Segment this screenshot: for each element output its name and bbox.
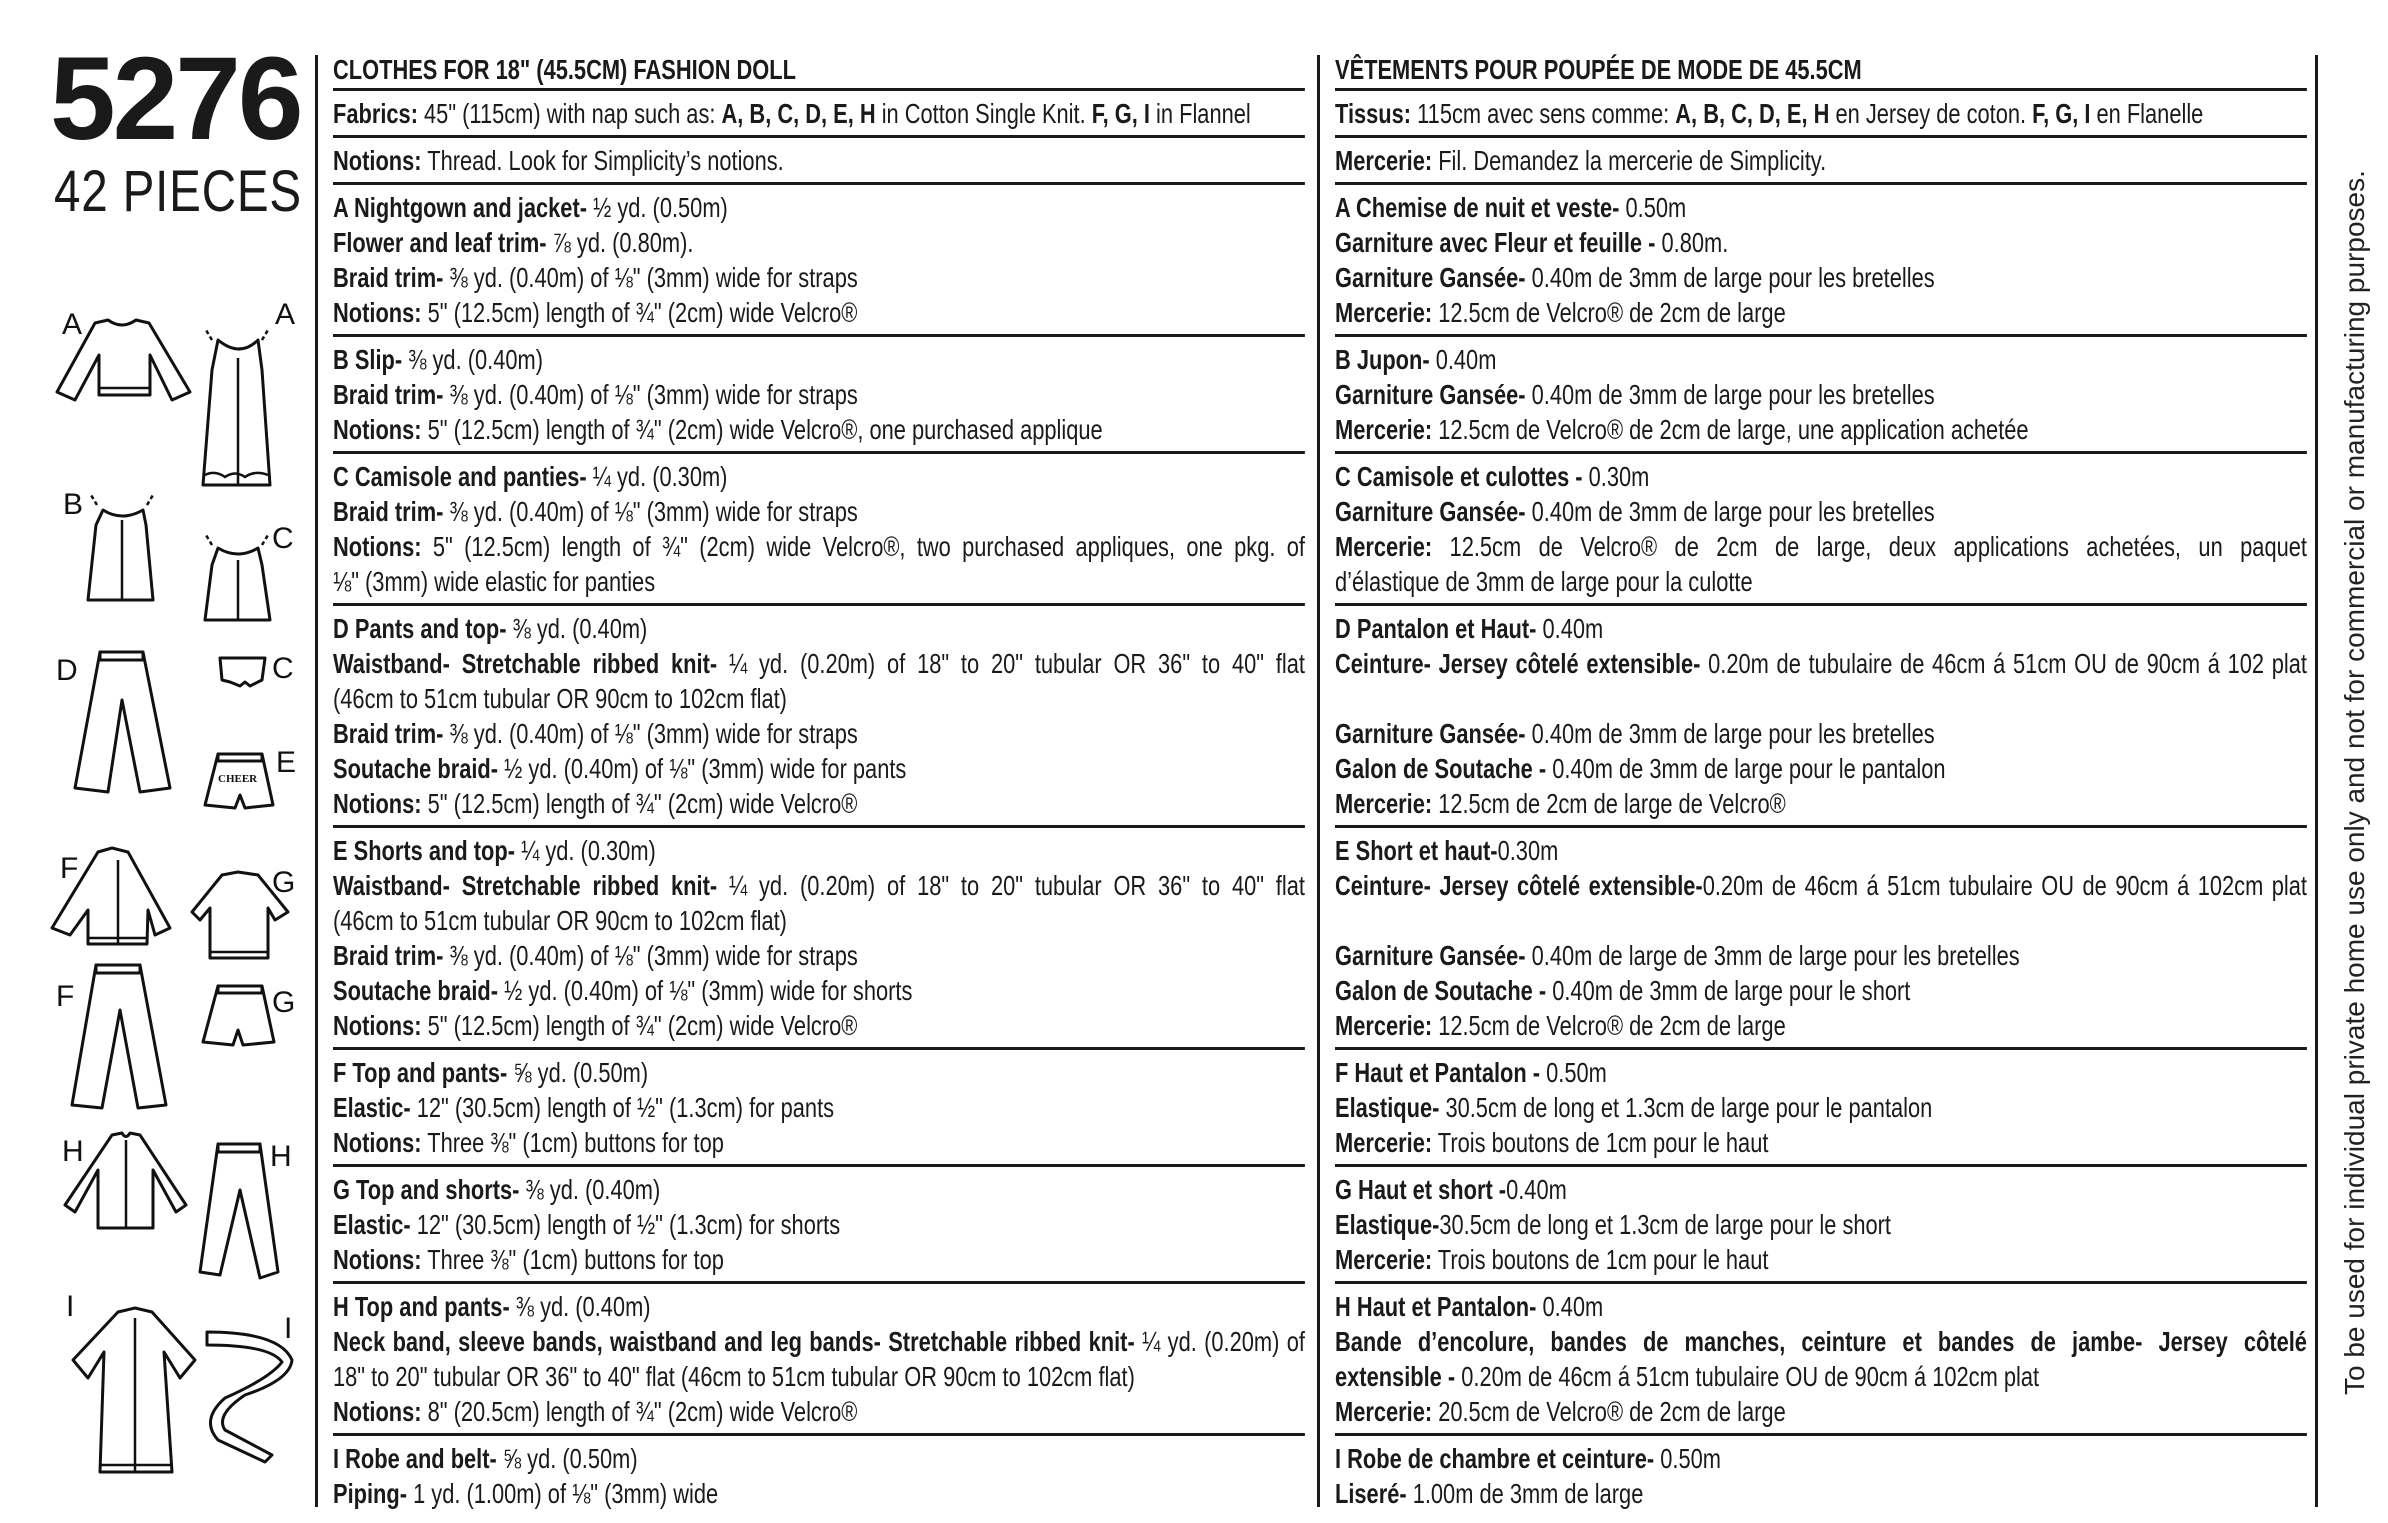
requirement-line [333,751,1305,786]
english-view-section [333,334,1305,451]
item-label: I Robe de chambre et ceinture- [1335,1443,1655,1474]
requirement-line [1335,1324,2307,1359]
item-text: ¼ yd. (0.30m) [586,461,728,492]
item-text: d’élastique de 3mm de large pour la culotte [1335,566,1753,597]
item-label: H Top and pants- [333,1291,510,1322]
item-label: D Pants and top- [333,613,507,644]
item-label: Mercerie: [1335,788,1433,819]
item-text: ¼ yd. (0.20m) of [1134,1326,1305,1357]
item-text: 0.40m [1536,613,1604,644]
item-text: Trois boutons de 1cm pour le haut [1432,1244,1769,1275]
pieces-count: 42 PIECES [54,159,302,224]
item-label: Notions: [333,1244,422,1275]
item-text: 12.5cm de Velcro® de 2cm de large, deux applications achetées, un paquet [1432,531,2307,562]
requirement-line [1335,295,2307,330]
requirement-line [1335,1394,2307,1429]
item-text: 0.50m [1619,192,1687,223]
requirement-line [1335,973,2307,1008]
item-label: Braid trim- [333,379,444,410]
requirement-line [333,529,1305,564]
item-text: 0.20m de 46cm á 51cm tubulaire OU de 90cm á 102cm plat [1455,1361,2040,1392]
item-text: Trois boutons de 1cm pour le haut [1432,1127,1769,1158]
item-text: 1.00m de 3mm de large [1406,1478,1644,1509]
requirement-line [333,494,1305,529]
item-text: ½ yd. (0.40m) of ⅛" (3mm) wide for shorts [498,975,913,1006]
item-label: B Jupon- [1335,344,1430,375]
view-label: C [272,652,294,685]
french-view-section [1335,825,2307,1047]
item-label: Braid trim- [333,718,444,749]
item-text: (46cm to 51cm tubular OR 90cm to 102cm flat) [333,683,787,714]
requirement-line [333,716,1305,751]
item-label: Notions: [333,1010,422,1041]
item-label: Soutache braid- [333,753,499,784]
item-text: Three ⅜" (1cm) buttons for top [421,1127,724,1158]
item-label: Garniture Gansée- [1335,379,1526,410]
nightgown-a-drawing [203,330,270,485]
view-label: C [272,522,294,555]
requirement-line [333,938,1305,973]
item-text: ¼ yd. (0.20m) of 18" to 20" tubular OR 36" to 40" flat [717,648,1305,679]
french-view-section [1335,1433,2307,1515]
requirement-line [333,564,1305,599]
item-label: Galon de Soutache - [1335,975,1547,1006]
item-text: ⅜ yd. (0.40m) [509,1291,651,1322]
item-label: extensible - [1335,1361,1456,1392]
requirement-line [1335,412,2307,447]
view-heading [1335,1172,2307,1207]
requirement-line [1335,494,2307,529]
view-heading [1335,833,2307,868]
item-text: 0.40m de 3mm de large pour le pantalon [1546,753,1946,784]
belt-i-drawing [207,1332,292,1462]
french-view-section [1335,1281,2307,1433]
requirement-line [333,225,1305,260]
item-text: 12.5cm de 2cm de large de Velcro® [1432,788,1786,819]
item-label: Garniture Gansée- [1335,718,1526,749]
item-text: 0.40m de 3mm de large pour les bretelles [1525,379,1935,410]
slip-b-drawing [88,495,153,600]
divider-left [315,55,318,1507]
top-f-drawing [52,848,170,944]
requirement-line [1335,564,2307,599]
view-heading [1335,190,2307,225]
item-label: A Nightgown and jacket- [333,192,587,223]
item-text: 0.20m de tubulaire de 46cm á 51cm OU de 90cm á 102 plat [1700,648,2307,679]
item-label: Elastique- [1335,1209,1440,1240]
item-label: Elastic- [333,1092,411,1123]
english-view-section [333,182,1305,334]
item-text: 0.80m. [1655,227,1729,258]
french-view-section [1335,1047,2307,1164]
pants-h-drawing [200,1144,278,1278]
item-label: Notions: [333,1396,422,1427]
item-label: G Haut et short - [1335,1174,1507,1205]
item-text: 30.5cm de long et 1.3cm de large pour le pantalon [1439,1092,1933,1123]
english-view-section [333,825,1305,1047]
view-heading [333,833,1305,868]
item-text: 5" (12.5cm) length of ¾" (2cm) wide Velcro® [421,1010,858,1041]
english-view-section [333,1047,1305,1164]
item-label: Elastique- [1335,1092,1440,1123]
requirement-line [1335,938,2307,973]
view-heading [1335,1289,2307,1324]
item-text: ⅜ yd. (0.40m) of ⅛" (3mm) wide for straps [443,496,858,527]
item-label: Galon de Soutache - [1335,753,1547,784]
item-text: 0.20m de 46cm á 51cm tubulaire OU de 90cm á 102cm plat [1702,870,2307,901]
camisole-c-drawing [205,535,270,620]
view-heading [333,342,1305,377]
item-text: 0.40m de 3mm de large pour les bretelles [1525,496,1935,527]
item-label: Mercerie: [1335,297,1433,328]
item-text: ⅜ yd. (0.40m) of ⅛" (3mm) wide for straps [443,718,858,749]
requirement-line [1335,225,2307,260]
requirement-line [333,868,1305,903]
robe-i-drawing [73,1308,195,1472]
requirement-line [1335,1476,2307,1511]
item-text: ⅜ yd. (0.40m) of ⅛" (3mm) wide for straps [443,940,858,971]
garment-drawings [0,0,310,1523]
cheer-print: CHEER [218,773,258,785]
requirement-line [1335,646,2307,681]
item-label: Garniture avec Fleur et feuille - [1335,227,1656,258]
item-text: ⅝ yd. (0.50m) [507,1057,649,1088]
view-label: A [62,308,83,341]
divider-middle [1317,55,1320,1507]
item-text: 12" (30.5cm) length of ½" (1.3cm) for shorts [410,1209,841,1240]
view-label: F [56,980,75,1013]
view-label: G [272,866,296,899]
item-text: 20.5cm de Velcro® de 2cm de large [1432,1396,1786,1427]
item-text: 0.40m [1536,1291,1604,1322]
item-label: Notions: [333,414,422,445]
requirement-line [333,973,1305,1008]
french-notions: Mercerie: Fil. Demandez la mercerie de Simplicity. [1335,135,2307,182]
item-label: C Camisole et culottes - [1335,461,1583,492]
item-text: ¼ yd. (0.20m) of 18" to 20" tubular OR 36" to 40" flat [717,870,1305,901]
item-label: A Chemise de nuit et veste- [1335,192,1620,223]
item-text: 0.30m [1497,835,1559,866]
item-label: Piping- [333,1478,408,1509]
item-label: Mercerie: [1335,1127,1433,1158]
item-label: Garniture Gansée- [1335,940,1526,971]
item-text: 12" (30.5cm) length of ½" (1.3cm) for pants [410,1092,835,1123]
french-view-section [1335,451,2307,603]
french-title: VÊTEMENTS POUR POUPÉE DE MODE DE 45.5CM [1335,54,1862,85]
requirement-line [1335,1359,2307,1394]
item-label: Notions: [333,1127,422,1158]
requirement-line [333,1242,1305,1277]
item-text: 12.5cm de Velcro® de 2cm de large [1432,1010,1786,1041]
requirement-line [1335,1090,2307,1125]
item-label: Garniture Gansée- [1335,262,1526,293]
item-text: 5" (12.5cm) length of ¾" (2cm) wide Velcro® [421,788,858,819]
jacket-a-drawing [57,320,190,400]
view-heading [333,459,1305,494]
item-label: Mercerie: [1335,1396,1433,1427]
english-notions: Notions: Thread. Look for Simplicity’s notions. [333,135,1305,182]
item-text: ½ yd. (0.40m) of ⅛" (3mm) wide for pants [498,753,907,784]
requirement-line [333,1008,1305,1043]
requirement-line [333,260,1305,295]
item-label: Bande d’encolure, bandes de manches, ceinture et bandes de jambe- Jersey côtelé [1335,1326,2307,1357]
english-title: CLOTHES FOR 18" (45.5CM) FASHION DOLL [333,54,796,85]
item-label: Neck band, sleeve bands, waistband and leg bands- Stretchable ribbed knit- [333,1326,1135,1357]
french-view-section [1335,334,2307,451]
requirement-line [1335,716,2307,751]
requirement-line [333,681,1305,716]
view-label: D [56,654,78,687]
top-h-drawing [65,1133,186,1228]
requirement-line [1335,1207,2307,1242]
view-label: H [62,1135,84,1168]
item-text: ⅜ yd. (0.40m) [519,1174,661,1205]
view-label: A [275,298,296,331]
english-view-section [333,1433,1305,1515]
requirement-line [1335,529,2307,564]
english-view-section [333,1281,1305,1433]
item-text: 5" (12.5cm) length of ¾" (2cm) wide Velcro® [421,297,858,328]
item-label: Notions: [333,531,422,562]
blank-line [1335,903,2307,938]
notions-label: Notions: [333,145,422,176]
view-label: F [60,852,79,885]
item-text: ¼ yd. (0.30m) [514,835,656,866]
shorts-g-drawing [203,986,274,1045]
item-label: F Top and pants- [333,1057,508,1088]
item-label: D Pantalon et Haut- [1335,613,1537,644]
item-text: Three ⅜" (1cm) buttons for top [421,1244,724,1275]
item-label: Braid trim- [333,262,444,293]
requirement-line [333,1394,1305,1429]
item-text: 5" (12.5cm) length of ¾" (2cm) wide Velcro®, two purchased appliques, one pkg. of [421,531,1305,562]
item-text: 0.40m de 3mm de large pour les bretelles [1525,718,1935,749]
item-text: 5" (12.5cm) length of ¾" (2cm) wide Velcro®, one purchased applique [421,414,1103,445]
requirement-line [1335,377,2307,412]
item-text: 1 yd. (1.00m) of ⅛" (3mm) wide [407,1478,719,1509]
item-text: ⅜ yd. (0.40m) of ⅛" (3mm) wide for straps [443,379,858,410]
view-heading [333,1289,1305,1324]
requirement-line [1335,786,2307,821]
requirement-line [1335,868,2307,903]
item-label: Braid trim- [333,496,444,527]
requirement-line [1335,751,2307,786]
item-text: ½ yd. (0.50m) [586,192,728,223]
requirement-line [333,1359,1305,1394]
item-label: Elastic- [333,1209,411,1240]
view-label: I [66,1290,75,1323]
requirement-line [333,295,1305,330]
mercerie-label: Mercerie: [1335,145,1433,176]
item-label: Waistband- Stretchable ribbed knit- [333,870,718,901]
view-heading [1335,342,2307,377]
item-label: Waistband- Stretchable ribbed knit- [333,648,718,679]
item-text: 0.40m de 3mm de large pour les bretelles [1525,262,1935,293]
requirement-line [333,1090,1305,1125]
view-heading [333,611,1305,646]
top-g-drawing [192,872,288,958]
item-label: Mercerie: [1335,414,1433,445]
requirement-line [1335,1008,2307,1043]
item-label: Notions: [333,297,422,328]
item-text: 12.5cm de Velcro® de 2cm de large [1432,297,1786,328]
item-text: 8" (20.5cm) length of ¾" (2cm) wide Velcro® [421,1396,858,1427]
item-text: ⅞ yd. (0.80m). [546,227,694,258]
view-heading [1335,1055,2307,1090]
item-label: Garniture Gansée- [1335,496,1526,527]
english-view-section [333,451,1305,603]
item-label: Braid trim- [333,940,444,971]
view-label: E [276,746,297,779]
blank-line [1335,681,2307,716]
usage-disclaimer: To be used for individual private home use only and not for commercial or manufacturing purposes. [2339,170,2370,1395]
view-label: B [63,488,84,521]
item-text: 0.30m [1582,461,1650,492]
item-text: 0.50m [1654,1443,1721,1474]
item-label: Mercerie: [1335,1010,1433,1041]
item-label: Mercerie: [1335,531,1433,562]
item-label: H Haut et Pantalon- [1335,1291,1537,1322]
item-text: (46cm to 51cm tubular OR 90cm to 102cm flat) [333,905,787,936]
view-label: G [272,986,296,1019]
view-heading [333,190,1305,225]
item-text: 0.40m de large de 3mm de large pour les bretelles [1525,940,2020,971]
requirement-line [333,786,1305,821]
view-heading [1335,1441,2307,1476]
item-text: 30.5cm de long et 1.3cm de large pour le short [1439,1209,1892,1240]
requirement-line [333,903,1305,938]
requirement-line [1335,1242,2307,1277]
requirement-line [333,646,1305,681]
pattern-number: 5276 [50,33,301,165]
view-heading [333,1055,1305,1090]
item-label: G Top and shorts- [333,1174,520,1205]
requirement-line [333,1125,1305,1160]
item-label: E Shorts and top- [333,835,515,866]
tissus-label: Tissus: [1335,98,1412,129]
item-label: Flower and leaf trim- [333,227,547,258]
panties-c-drawing [220,658,265,686]
view-heading [1335,611,2307,646]
item-text: 0.40m de 3mm de large pour le short [1546,975,1911,1006]
item-label: Notions: [333,788,422,819]
french-fabrics: Tissus: 115cm avec sens comme: A, B, C, D, E, H en Jersey de coton. F, G, I en Flanelle [1335,88,2307,135]
french-view-section [1335,603,2307,825]
requirement-line [333,1207,1305,1242]
requirement-line [1335,1125,2307,1160]
english-view-section [333,1164,1305,1281]
item-label: I Robe and belt- [333,1443,497,1474]
requirement-line [333,1324,1305,1359]
view-heading [1335,459,2307,494]
divider-right [2315,55,2318,1507]
item-text: 0.40m [1506,1174,1567,1205]
shorts-e-drawing [205,754,273,808]
french-view-section [1335,182,2307,334]
item-label: E Short et haut- [1335,835,1498,866]
requirement-line [333,412,1305,447]
pants-d-drawing [75,652,170,792]
item-text: ⅝ yd. (0.50m) [496,1443,638,1474]
item-text: 12.5cm de Velcro® de 2cm de large, une application achetée [1432,414,2029,445]
view-heading [333,1441,1305,1476]
item-text: ⅜ yd. (0.40m) [506,613,648,644]
pants-f-drawing [72,965,166,1108]
item-label: Soutache braid- [333,975,499,1006]
view-heading [333,1172,1305,1207]
english-column [333,52,1305,1515]
view-label: I [284,1312,293,1345]
item-text: 18" to 20" tubular OR 36" to 40" flat (46cm to 51cm tubular OR 90cm to 102cm flat) [333,1361,1135,1392]
item-label: Mercerie: [1335,1244,1433,1275]
item-label: F Haut et Pantalon - [1335,1057,1541,1088]
item-label: B Slip- [333,344,403,375]
requirement-line [333,1476,1305,1511]
item-text: ⅛" (3mm) wide elastic for panties [333,566,656,597]
item-label: C Camisole and panties- [333,461,587,492]
fabrics-label: Fabrics: [333,98,418,129]
french-view-section [1335,1164,2307,1281]
item-text: 0.40m [1429,344,1497,375]
item-label: Ceinture- Jersey côtelé extensible- [1335,870,1703,901]
view-label: H [270,1140,292,1173]
french-column [1335,52,2307,1515]
requirement-line [333,377,1305,412]
item-text: ⅜ yd. (0.40m) of ⅛" (3mm) wide for straps [443,262,858,293]
item-label: Liseré- [1335,1478,1407,1509]
item-text: ⅜ yd. (0.40m) [402,344,543,375]
english-view-section [333,603,1305,825]
item-text: 0.50m [1540,1057,1607,1088]
english-fabrics: Fabrics: 45" (115cm) with nap such as: A, B, C, D, E, H in Cotton Single Knit. F, G, I in Flannel [333,88,1305,135]
requirement-line [1335,260,2307,295]
item-label: Ceinture- Jersey côtelé extensible- [1335,648,1701,679]
